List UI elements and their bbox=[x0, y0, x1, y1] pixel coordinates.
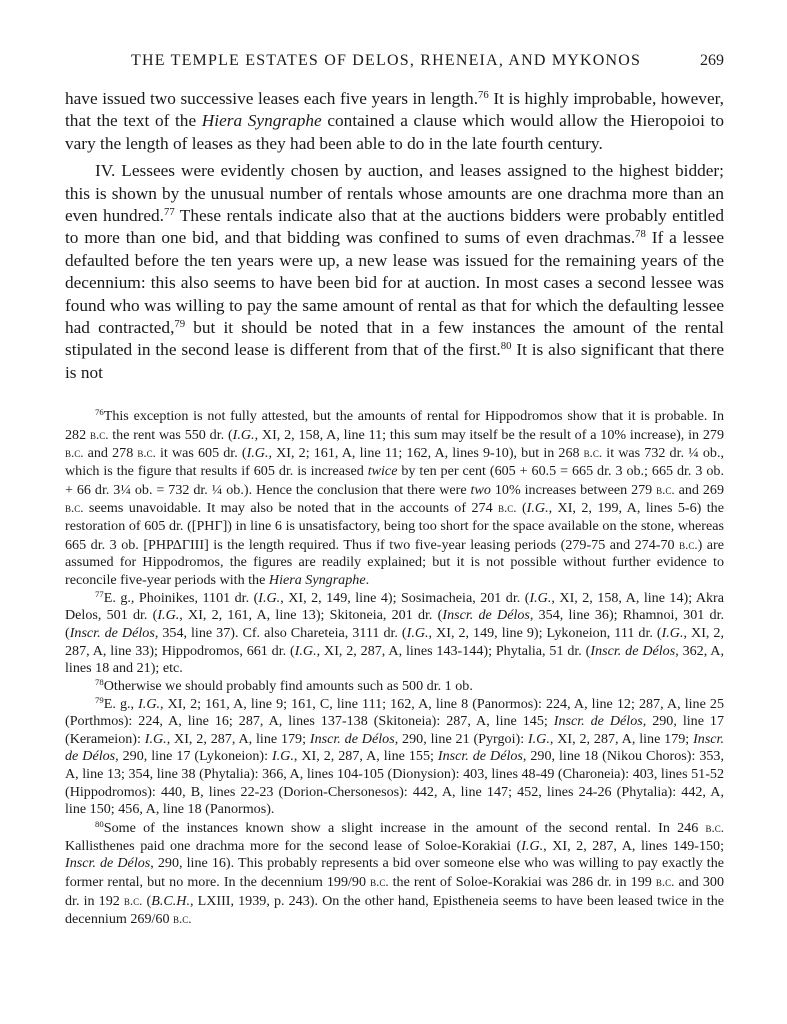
citation: I.G. bbox=[258, 589, 281, 606]
citation: Inscr. de Délos bbox=[65, 730, 725, 765]
footnote-77 bbox=[65, 590, 724, 678]
paragraph-2 bbox=[65, 160, 724, 384]
text-run: , 290, line 16). This probably represents a bid over someone else who was willing to pay exactly the former rental, but no more. In the decennium 199/90 bbox=[65, 855, 724, 891]
text-run: , 290, line 17 (Lykoneion): bbox=[115, 748, 272, 765]
footnote-number: 76 bbox=[95, 407, 104, 418]
text-run: , XI, 2, 158, A, line 11; this sum may itself be the result of a 10% increase), in 279 bbox=[254, 426, 724, 443]
text-run: , XI, 2, 149, line 4); Sosimacheia, 201 dr. ( bbox=[280, 589, 530, 606]
text-run: the rent of Soloe-Korakiai was 286 dr. in 199 bbox=[388, 874, 656, 891]
text-run: If a lessee defaulted before the ten years were up, a new lease was issued for the remaining years of the decennium: this also seems to have been bid for at auction. In most cases a second lessee was found who was willing to pay the same amount of rental as that for which the defaulting lessee had contracted, bbox=[65, 228, 724, 338]
text-run: 10% increases between 279 bbox=[490, 481, 657, 498]
text-run: , XI, 2; 161, A, line 9; 161, C, line 111; 162, A, line 8 (Panormos): 224, A, line 12; 287, A, line 25 (Porthmos): 224, A, line 16; 287, A, lines 137-138 (Skitoneia): 287, A, line 145; bbox=[65, 695, 724, 730]
era-abbr: b.c. bbox=[65, 445, 84, 461]
text-run: , XI, 2, 158, A, line 14); Akra Delos, 501 dr. ( bbox=[65, 589, 724, 624]
text-run: ( bbox=[516, 500, 527, 517]
footnote-78 bbox=[65, 678, 724, 696]
era-abbr: b.c. bbox=[137, 445, 156, 461]
text-run: seems unavoidable. It may also be noted that in the accounts of 274 bbox=[83, 500, 499, 517]
text-run: This exception is not fully attested, but the amounts of rental for Hippodromos show that it is probable. In 282 bbox=[65, 408, 724, 443]
running-header bbox=[65, 52, 724, 76]
main-text bbox=[65, 88, 724, 384]
footnote-ref-80[interactable]: 80 bbox=[500, 340, 512, 353]
text-run: E. g., bbox=[103, 695, 139, 712]
text-run: It is highly improbable, however, that the text of the bbox=[65, 89, 724, 131]
text-run: Kallisthenes paid one drachma more for the second lease of Soloe-Korakiai ( bbox=[65, 837, 522, 854]
page-number: 269 bbox=[700, 52, 724, 69]
era-abbr: b.c. bbox=[655, 874, 675, 890]
text-run: Some of the instances known show a slight increase in the amount of the second rental. In 246 bbox=[103, 820, 706, 837]
text-run: Otherwise we should probably find amounts such as 500 dr. 1 ob. bbox=[103, 677, 473, 694]
text-run: , XI, 2, 287, A, line 155; bbox=[293, 748, 438, 765]
citation: Inscr. de Délos bbox=[437, 748, 523, 765]
text-run: , XI, 2, 149, line 9); Lykoneion, 111 dr. ( bbox=[428, 624, 662, 641]
citation: I.G. bbox=[529, 589, 552, 606]
text-run: , XI, 2, 287, A, line 179; bbox=[549, 730, 694, 747]
footnote-79 bbox=[65, 696, 724, 820]
citation: I.G. bbox=[406, 624, 429, 641]
text-run: , XI, 2, 287, A, line 33); Hippodromos, 661 dr. ( bbox=[65, 624, 724, 659]
text-run: , XI, 2, 287, A, line 179; bbox=[166, 730, 310, 747]
italic-title: Hiera Syngraphe bbox=[268, 571, 366, 588]
era-abbr: b.c. bbox=[370, 874, 389, 890]
text-run: , 290, line 18 (Nikou Choros): 353, A, line 13; 354, line 38 (Phytalia): 366, A, lines 104-105 (Dionysion): 403, lines 48-49 (Charoneia): 403, lines 51-52 (Hippodromos): 440, B, lines 22-23 (Dorion-Chersonesos): 442, A, line 147; 452, lines 24-26 (Phytalia): 442, A, line 150; 456, A, line 18 (Panormos). bbox=[65, 748, 724, 818]
text-run: , XI, 2, 199, A, lines 5-6) the restoration of 605 dr. ([ΡΗΓ]) in line 6 is unsatisfactory, being too short for the space available on the stone, whereas 665 dr. 3 ob. [ΡΗΡΔΓΙΙΙ] is the length required. Thus if two five-year leasing periods (279-75 and 274-70 bbox=[65, 500, 724, 553]
italic-title: Hiera Syngraphe bbox=[201, 111, 322, 131]
citation: I.G. bbox=[232, 426, 255, 443]
text-run: It is also significant that there is not bbox=[65, 340, 724, 382]
citation: I.G. bbox=[661, 624, 684, 641]
text-run: , 290, line 21 (Pyrgoi): bbox=[394, 730, 528, 747]
paragraph-1 bbox=[65, 88, 724, 155]
text-run: , XI, 2; 161, A, line 11; 162, A, lines 9-10), but in 268 bbox=[268, 445, 584, 462]
text-run: , XI, 2, 287, A, lines 143-144); Phytalia, 51 dr. ( bbox=[316, 642, 591, 659]
footnote-ref-78[interactable]: 78 bbox=[635, 228, 646, 241]
citation: I.G. bbox=[527, 730, 550, 747]
running-head-title: THE TEMPLE ESTATES OF DELOS, RHENEIA, AND MYKONOS bbox=[131, 52, 642, 69]
citation: I.G. bbox=[157, 607, 180, 624]
text-run: but it should be noted that in a few instances the amount of the rental stipulated in the second lease is different from that of the first. bbox=[65, 318, 724, 360]
text-run: E. g., Phoinikes, 1101 dr. ( bbox=[103, 589, 259, 606]
citation: Inscr. de Délos bbox=[590, 642, 676, 659]
text-run: These rentals indicate also that at the auctions bidders were probably entitled to more than one bid, and that bidding was confined to sums of even drachmas. bbox=[65, 206, 724, 248]
citation: I.G. bbox=[144, 730, 167, 747]
text-run: , XI, 2, 287, A, lines 149-150; bbox=[543, 837, 724, 854]
text-run: . bbox=[365, 571, 370, 588]
text-run: have issued two successive leases each five years in length. bbox=[65, 89, 479, 108]
citation: I.G. bbox=[526, 500, 549, 517]
footnote-number: 78 bbox=[95, 677, 104, 688]
citation: Inscr. de Délos bbox=[309, 730, 395, 747]
citation: Inscr. de Délos bbox=[553, 713, 643, 730]
footnote-number: 80 bbox=[95, 819, 104, 830]
text-run: , 354, line 37). Cf. also Chareteia, 3111 dr. ( bbox=[154, 624, 407, 641]
era-abbr: b.c. bbox=[65, 500, 84, 516]
era-abbr: b.c. bbox=[583, 445, 603, 461]
era-abbr: b.c. bbox=[656, 481, 675, 497]
footnote-number: 77 bbox=[95, 588, 104, 599]
emphasis: twice bbox=[367, 462, 398, 479]
text-run: and 300 dr. in 192 bbox=[65, 874, 724, 909]
text-run: it was 605 dr. ( bbox=[155, 445, 247, 462]
footnote-ref-79[interactable]: 79 bbox=[174, 318, 186, 331]
text-run: contained a clause which would allow the Hieropoioi to vary the length of leases as they had been able to do in the late fourth century. bbox=[65, 111, 724, 153]
citation: Inscr. de Délos bbox=[65, 855, 151, 872]
text-run: , 290, line 17 (Kerameion): bbox=[65, 713, 724, 747]
text-run: by ten per cent (605 + 60.5 = 665 dr. 3 ob.; 665 dr. 3 ob. + 66 dr. 3¼ ob. = 732 dr. ¼ ob.). Hence the conclusion that there were bbox=[65, 462, 724, 498]
text-run: , XI, 2, 161, A, line 13); Skitoneia, 201 dr. ( bbox=[179, 607, 443, 624]
text-run: ( bbox=[142, 892, 152, 909]
footnote-ref-76[interactable]: 76 bbox=[478, 89, 489, 102]
emphasis: two bbox=[470, 481, 491, 498]
text-run: , 354, line 36); Rhamnoi, 301 dr. ( bbox=[65, 607, 725, 641]
era-abbr: b.c. bbox=[173, 911, 192, 927]
citation: B.C.H. bbox=[151, 892, 190, 909]
text-run: , LXIII, 1939, p. 243). On the other hand, Epistheneia seems to have been leased twice in the decennium 269/60 bbox=[65, 892, 724, 928]
text-run: and 278 bbox=[83, 445, 138, 462]
citation: I.G. bbox=[521, 837, 544, 854]
footnote-80 bbox=[65, 819, 724, 929]
era-abbr: b.c. bbox=[498, 500, 517, 516]
footnote-ref-77[interactable]: 77 bbox=[163, 206, 175, 219]
era-abbr: b.c. bbox=[679, 536, 698, 552]
footnote-76 bbox=[65, 408, 724, 590]
era-abbr: b.c. bbox=[123, 892, 143, 908]
text-run: , 362, A, lines 18 and 21); etc. bbox=[65, 642, 725, 677]
citation: I.G. bbox=[246, 445, 269, 462]
citation: Inscr. de Délos bbox=[442, 607, 530, 624]
text-run: ) are assumed for Hippodromos, the figures are readily explained; but it is not possible without further evidence to reconcile five-year periods with the bbox=[65, 536, 724, 588]
era-abbr: b.c. bbox=[705, 820, 724, 836]
citation: I.G. bbox=[138, 695, 161, 712]
text-run: it was 732 dr. ¼ ob., which is the figure that results if 605 dr. is increased bbox=[65, 445, 724, 479]
footnotes bbox=[65, 408, 724, 929]
citation: I.G. bbox=[294, 642, 317, 659]
era-abbr: b.c. bbox=[89, 426, 109, 442]
text-run: the rent was 550 dr. ( bbox=[108, 426, 233, 443]
text-run: IV. Lessees were evidently chosen by auction, and leases assigned to the highest bidder; this is shown by the unusual number of rentals whose amounts are one drachma more than an even hundred. bbox=[65, 161, 724, 226]
citation: Inscr. de Délos bbox=[69, 624, 155, 641]
citation: I.G. bbox=[271, 748, 294, 765]
footnote-number: 79 bbox=[95, 694, 104, 705]
text-run: and 269 bbox=[674, 481, 724, 498]
